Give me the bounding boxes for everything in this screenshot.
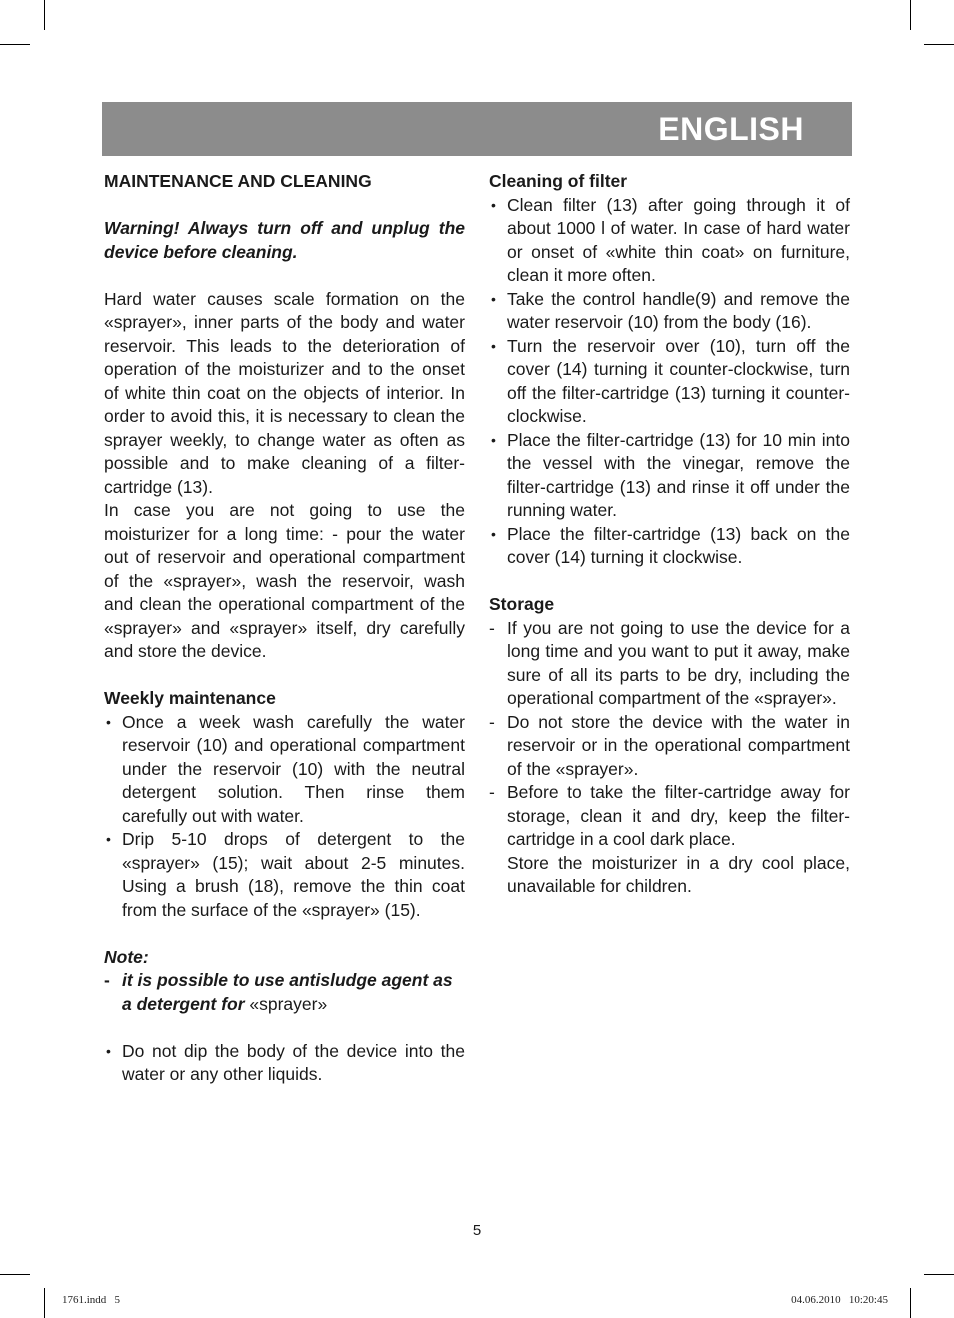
list-item: • Place the filter-cartridge (13) back on the cover (14) turning it clockwise.	[489, 523, 850, 570]
section-heading: MAINTENANCE AND CLEANING	[104, 171, 372, 191]
subsection-heading: Cleaning of filter	[489, 171, 628, 191]
paragraph: Hard water causes scale formation on the «sprayer», inner parts of the body and water reservoir. This leads to the deterioration of operation of the moisturizer and to the onset of white thin coat on the objects of interior. In order to avoid this, it is necessary to clean the sprayer weekly, to change water as often as possible and to make cleaning of a filter-cartridge (13).	[104, 288, 465, 497]
filter-list	[489, 194, 850, 570]
print-slug-right: 04.06.2010 10:20:45	[791, 1294, 888, 1306]
language-banner	[102, 102, 852, 156]
crop-mark	[44, 1288, 45, 1318]
print-slug-left: 1761.indd 5	[62, 1294, 121, 1306]
list-item: - Do not store the device with the water in reservoir or in the operational compartment of the «sprayer».	[489, 711, 850, 782]
note-heading: Note:	[104, 946, 149, 967]
storage-list	[489, 617, 850, 852]
list-item: • Take the control handle(9) and remove the water reservoir (10) from the body (16).	[489, 288, 850, 335]
list-item: • Do not dip the body of the device into the water or any other liquids.	[104, 1040, 465, 1087]
list-item: • Once a week wash carefully the water reservoir (10) and operational compartment under the reservoir (10) with the neutral detergent solution. Then rinse them carefully out with water.	[104, 711, 465, 829]
list-item: • Drip 5-10 drops of detergent to the «sprayer» (15); wait about 2-5 minutes. Using a brush (18), remove the thin coat from the surface of the «sprayer» (15).	[104, 828, 465, 922]
weekly-list	[104, 711, 465, 923]
right-column	[489, 170, 850, 899]
warning-text: Warning! Always turn off and unplug the device before cleaning.	[104, 218, 465, 262]
note-rest-text: «sprayer»	[244, 993, 328, 1014]
page-number: 5	[472, 1222, 482, 1239]
note-item	[104, 969, 465, 1016]
list-item: • Clean filter (13) after going through it of about 1000 l of water. In case of hard water or onset of «white thin coat» on furniture, clean it more often.	[489, 194, 850, 288]
crop-mark	[0, 44, 30, 45]
subsection-heading: Weekly maintenance	[104, 688, 276, 708]
paragraph: In case you are not going to use the moisturizer for a long time: - pour the water out of reservoir and operational compartment of the «sprayer», wash the reservoir, wash and clean the operational compartment of the «sprayer» and «sprayer» itself, dry carefully and store the device.	[104, 500, 465, 661]
final-list	[104, 1040, 465, 1087]
left-column	[104, 170, 465, 1087]
crop-mark	[44, 0, 45, 30]
storage-final-text: Store the moisturizer in a dry cool place, unavailable for children.	[507, 852, 850, 896]
crop-mark	[924, 44, 954, 45]
banner-title: ENGLISH	[658, 111, 804, 147]
note-bold-text: it is possible to use antisludge agent as a detergent for	[122, 970, 453, 1014]
crop-mark	[910, 1288, 911, 1318]
crop-mark	[910, 0, 911, 30]
list-item: - If you are not going to use the device for a long time and you want to put it away, make sure of all its parts to be dry, including the operational compartment of the «sprayer».	[489, 617, 850, 711]
list-item: - Before to take the filter-cartridge away for storage, clean it and dry, keep the filter-cartridge in a cool dark place.	[489, 781, 850, 852]
list-item: • Place the filter-cartridge (13) for 10 min into the vessel with the vinegar, remove the filter-cartridge (13) and rinse it off under the running water.	[489, 429, 850, 523]
crop-mark	[924, 1274, 954, 1275]
list-item: • Turn the reservoir over (10), turn off the cover (14) turning it counter-clockwise, turn off the filter-cartridge (13) turning it counter-clockwise.	[489, 335, 850, 429]
note-marker: -	[104, 970, 110, 990]
subsection-heading: Storage	[489, 594, 555, 614]
crop-mark	[0, 1274, 30, 1275]
